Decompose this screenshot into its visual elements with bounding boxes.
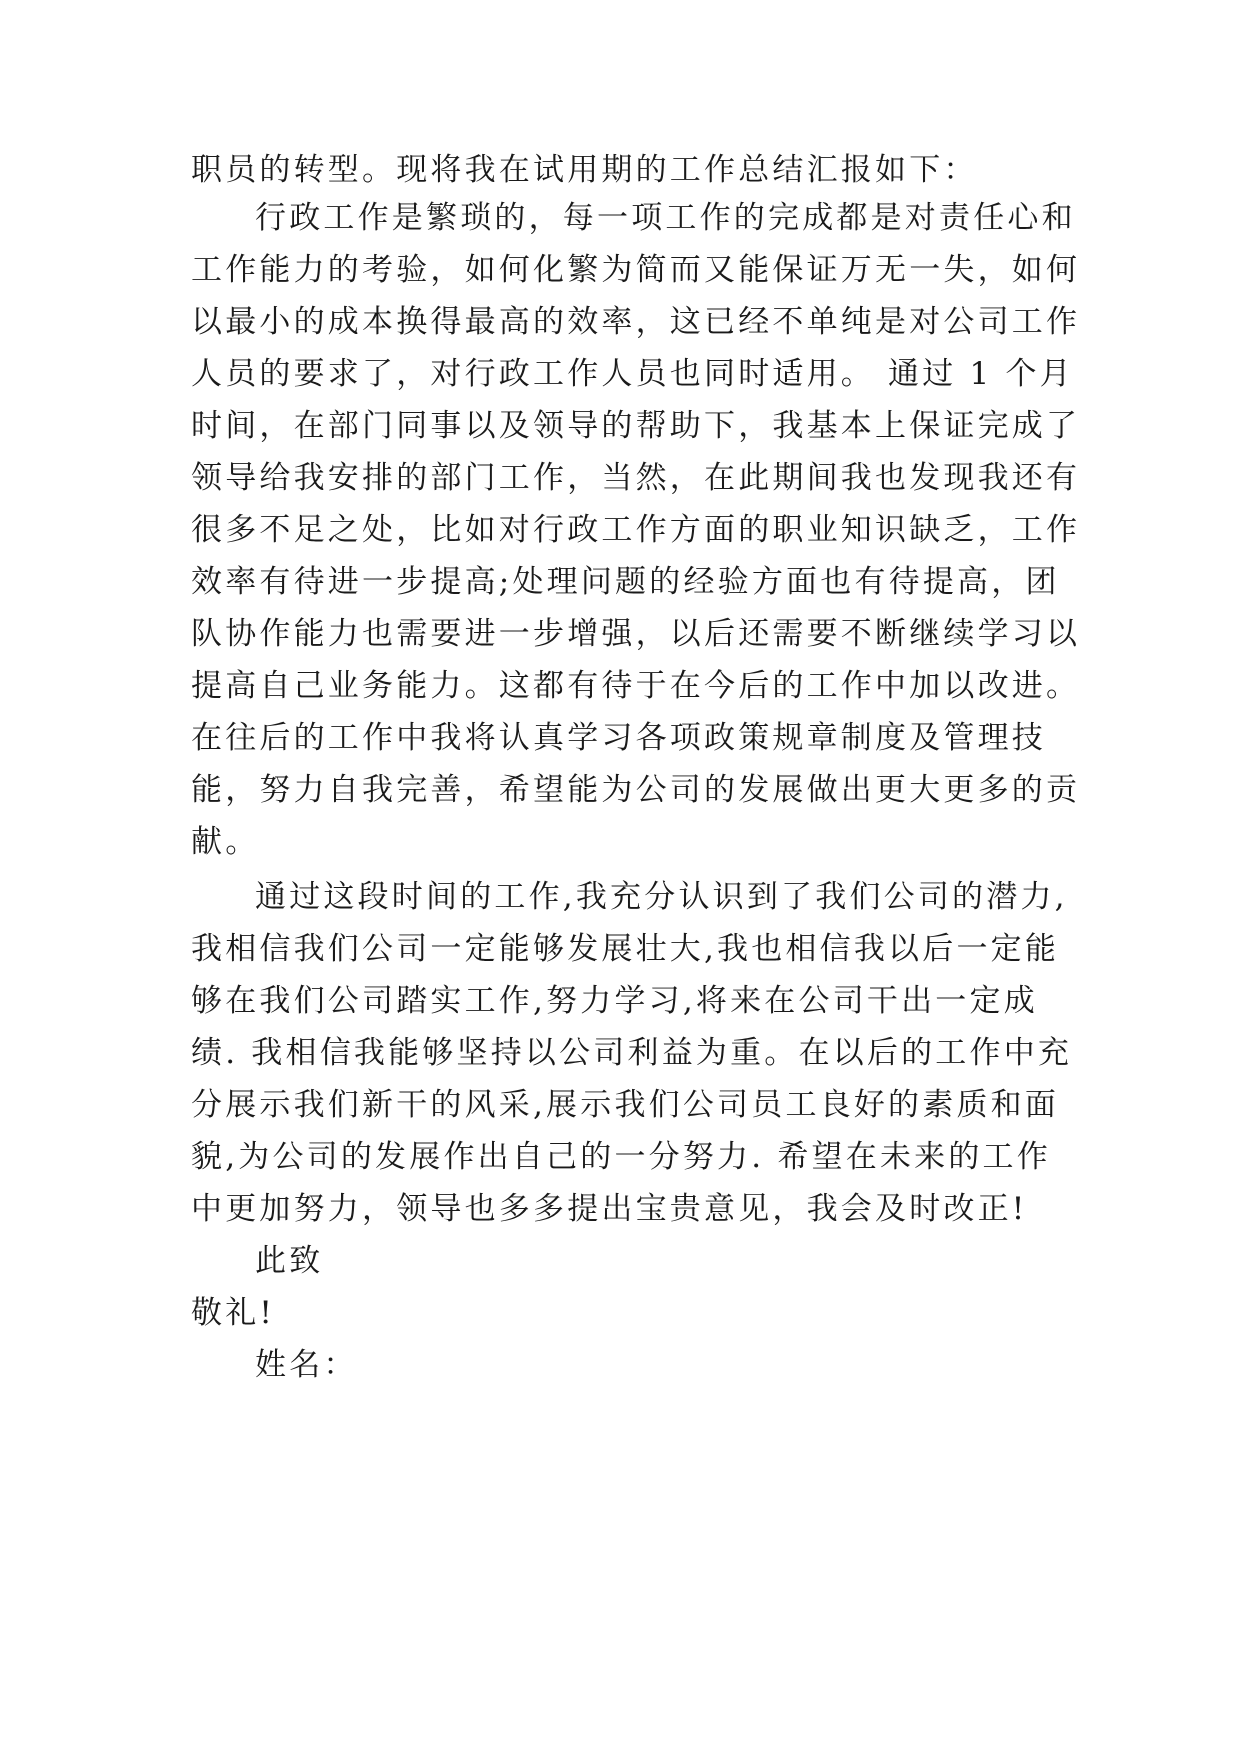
signature-name-label: 姓名： xyxy=(255,1347,358,1383)
text-line: 队协作能力也需要进一步增强，以后还需要不断继续学习以 xyxy=(191,616,1081,652)
text-line: 绩. 我相信我能够坚持以公司利益为重。在以后的工作中充 xyxy=(191,1035,1073,1071)
text-line: 效率有待进一步提高;处理问题的经验方面也有待提高，团 xyxy=(191,564,1060,600)
text-line: 中更加努力，领导也多多提出宝贵意见，我会及时改正! xyxy=(191,1191,1028,1227)
text-line: 工作能力的考验，如何化繁为简而又能保证万无一失，如何 xyxy=(191,252,1081,288)
text-line: 能，努力自我完善，希望能为公司的发展做出更大更多的贡 xyxy=(191,772,1081,808)
text-line: 行政工作是繁琐的，每一项工作的完成都是对责任心和 xyxy=(255,200,1076,236)
text-line: 职员的转型。现将我在试用期的工作总结汇报如下： xyxy=(191,152,978,188)
text-line: 分展示我们新干的风采,展示我们公司员工良好的素质和面 xyxy=(191,1087,1060,1123)
text-line: 我相信我们公司一定能够发展壮大,我也相信我以后一定能 xyxy=(191,931,1060,967)
text-line: 很多不足之处，比如对行政工作方面的职业知识缺乏，工作 xyxy=(191,512,1081,548)
text-line: 献。 xyxy=(191,824,260,860)
text-line: 在往后的工作中我将认真学习各项政策规章制度及管理技 xyxy=(191,720,1046,756)
text-line: 貌,为公司的发展作出自己的一分努力. 希望在未来的工作 xyxy=(191,1139,1051,1175)
text-line: 以最小的成本换得最高的效率，这已经不单纯是对公司工作 xyxy=(191,304,1081,340)
text-line: 通过这段时间的工作,我充分认识到了我们公司的潜力, xyxy=(255,879,1068,915)
text-line: 领导给我安排的部门工作，当然，在此期间我也发现我还有 xyxy=(191,460,1081,496)
text-line: 人员的要求了，对行政工作人员也同时适用。 通过 1 个月 xyxy=(191,356,1074,392)
text-line: 时间，在部门同事以及领导的帮助下，我基本上保证完成了 xyxy=(191,408,1081,444)
text-line: 提高自己业务能力。这都有待于在今后的工作中加以改进。 xyxy=(191,668,1081,704)
closing-regards: 敬礼! xyxy=(191,1295,276,1331)
closing-salutation: 此致 xyxy=(255,1243,324,1279)
text-line: 够在我们公司踏实工作,努力学习,将来在公司干出一定成 xyxy=(191,983,1038,1019)
